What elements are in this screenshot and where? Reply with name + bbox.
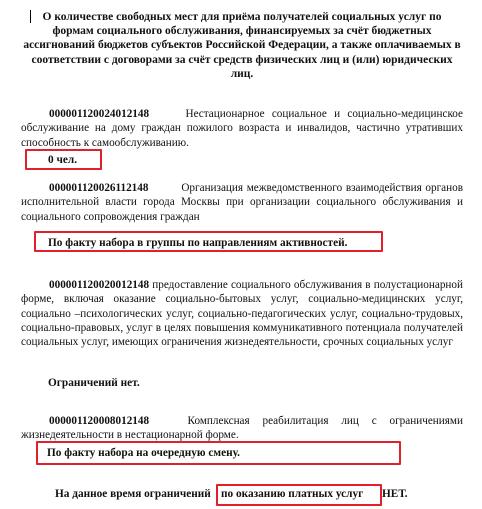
service-code: 000001120026112148 xyxy=(49,182,149,194)
document-title: О количестве свободных мест для приёма получателей социальных услуг по формам социального обслуживания, финансируемых за счёт бюджетных ассигнований бюджетов субъектов Российской Федерации, а также оплачиваемых в соответствии с договорами за счёт средств физических лиц и (или) юридических лиц. xyxy=(23,11,461,80)
service-code: 000001120020012148 xyxy=(49,279,150,291)
service-code: 000001120024012148 xyxy=(49,108,150,120)
availability-text: По факту набора на очередную смену. xyxy=(47,447,240,459)
service-description: Нестационарное социальное и социально-медицинское обслуживание на дому граждан пожилого возраста и инвалидов, частично утративших способность к самообслуживанию. xyxy=(21,108,464,149)
service-entry xyxy=(21,181,463,224)
highlight-box xyxy=(25,149,102,170)
availability-text: По факту набора в группы по направлениям активностей. xyxy=(48,237,348,249)
highlight-box xyxy=(36,441,401,465)
service-entry xyxy=(21,107,463,150)
service-code: 000001120008012148 xyxy=(49,415,150,427)
service-entry xyxy=(21,414,463,443)
availability-text: Ограничений нет. xyxy=(48,377,140,389)
highlight-box xyxy=(34,231,383,252)
availability-text: 0 чел. xyxy=(48,154,78,166)
final-text-part2: по оказанию платных услуг xyxy=(221,488,364,500)
service-description: Комплексная реабилитация лиц с ограничениями жизнедеятельности в нестационарной форме. xyxy=(21,415,463,442)
final-text-part3: НЕТ. xyxy=(382,488,408,500)
service-description: Организация межведомственного взаимодействия органов исполнительной власти города Москвы при организации социального обслуживания и социального сопровождения граждан xyxy=(21,182,464,223)
service-description: предоставление социального обслуживания в полустационарной форме, включая оказание социально-бытовых услуг, социально-медицинских услуг, социально –психологических услуг, социально-педагогических услуг, социально-трудовых, социально-правовых, услуг в целях повышения коммуникативного потенциала получателей социальных услуг, имеющих ограничения жизнедеятельности, срочных социальных услуг xyxy=(21,279,463,349)
final-text-part1: На данное время ограничений xyxy=(55,488,211,500)
highlight-box xyxy=(216,484,382,506)
service-entry xyxy=(21,278,463,349)
